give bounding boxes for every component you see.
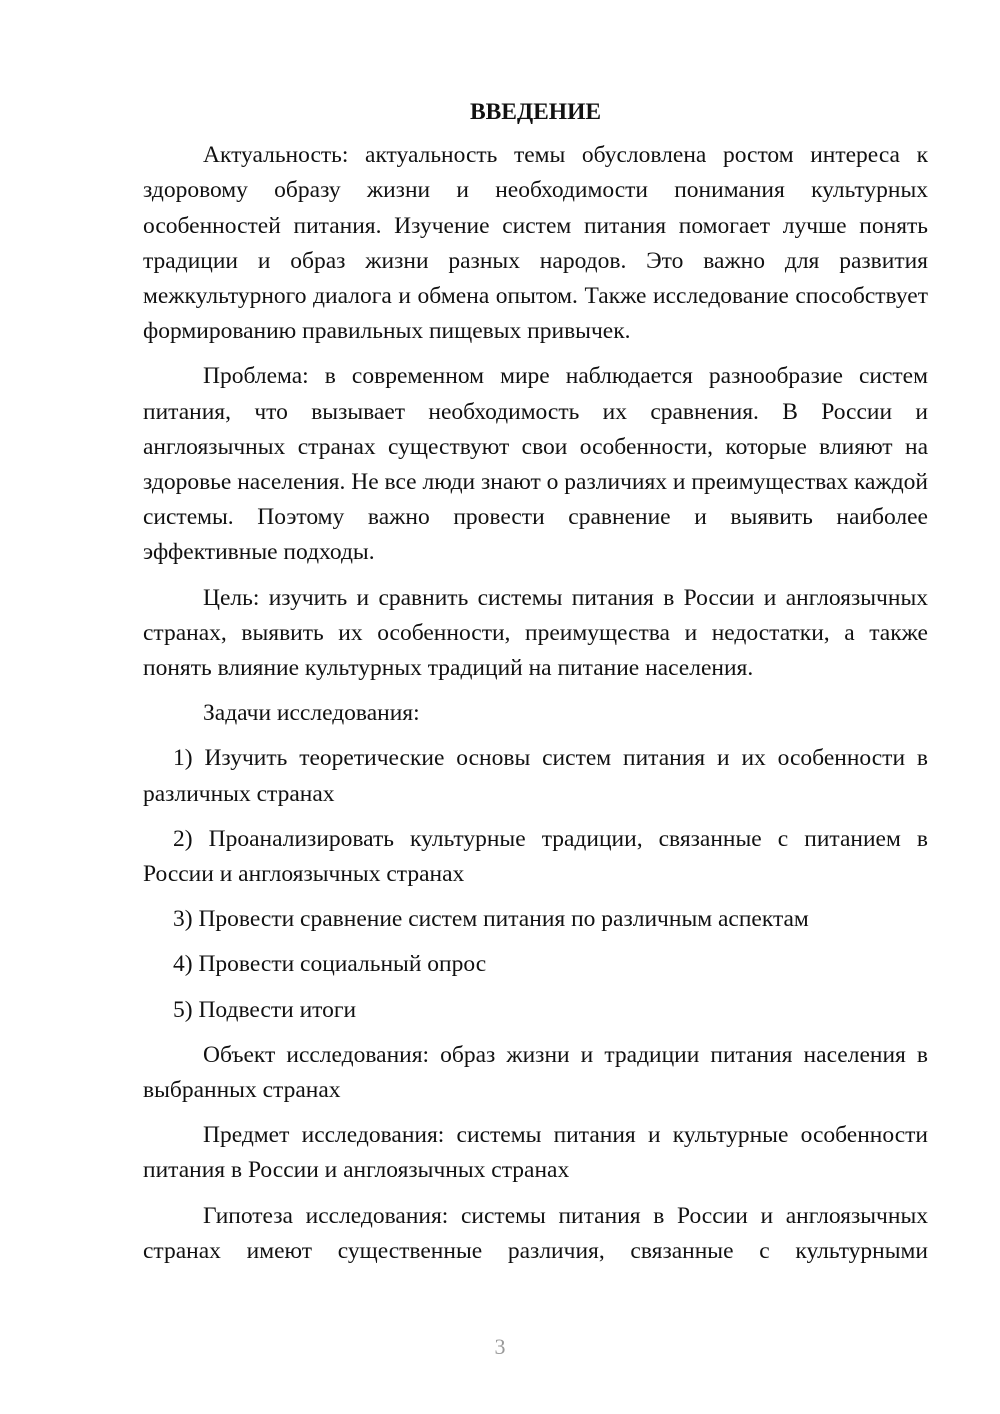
subject-paragraph: Предмет исследования: системы питания и культурные особенности питания в России и англоязычных странах <box>143 1122 928 1184</box>
tasks-heading: Задачи исследования: <box>203 700 420 727</box>
hypothesis-paragraph: Гипотеза исследования: системы питания в России и англоязычных странах имеют существенные различия, связанные с культурными <box>143 1202 928 1264</box>
problem-paragraph: Проблема: в современном мире наблюдается разнообразие систем питания, что вызывает необходимость их сравнения. В России и англоязычных странах существуют свои особенности, которые влияют на здоровье населения. Не все люди знают о различиях и преимуществах каждой системы. Поэтому важно провести сравнение и выявить наиболее эффективные подходы. <box>143 363 928 566</box>
page-content <box>143 95 928 1269</box>
relevance-paragraph: Актуальность: актуальность темы обусловлена ростом интереса к здоровому образу жизни и необходимости понимания культурных особенностей питания. Изучение систем питания помогает лучше понять традиции и образ жизни разных народов. Это важно для развития межкультурного диалога и обмена опытом. Также исследование способствует формированию правильных пищевых привычек. <box>143 142 928 345</box>
page-number: 3 <box>494 1334 506 1359</box>
task-item-5: 5) Подвести итоги <box>173 996 357 1023</box>
goal-paragraph: Цель: изучить и сравнить системы питания в России и англоязычных странах, выявить их особенности, преимущества и недостатки, а также понять влияние культурных традиций на питание населения. <box>143 584 928 682</box>
section-title: ВВЕДЕНИЕ <box>469 99 602 125</box>
task-item-4: 4) Провести социальный опрос <box>173 951 487 978</box>
task-item-1: 1) Изучить теоретические основы систем питания и их особенности в различных странах <box>143 745 928 807</box>
object-paragraph: Объект исследования: образ жизни и традиции питания населения в выбранных странах <box>143 1041 928 1104</box>
task-item-3: 3) Провести сравнение систем питания по различным аспектам <box>173 906 809 933</box>
task-item-2: 2) Проанализировать культурные традиции, связанные с питанием в России и англоязычных странах <box>143 825 928 888</box>
